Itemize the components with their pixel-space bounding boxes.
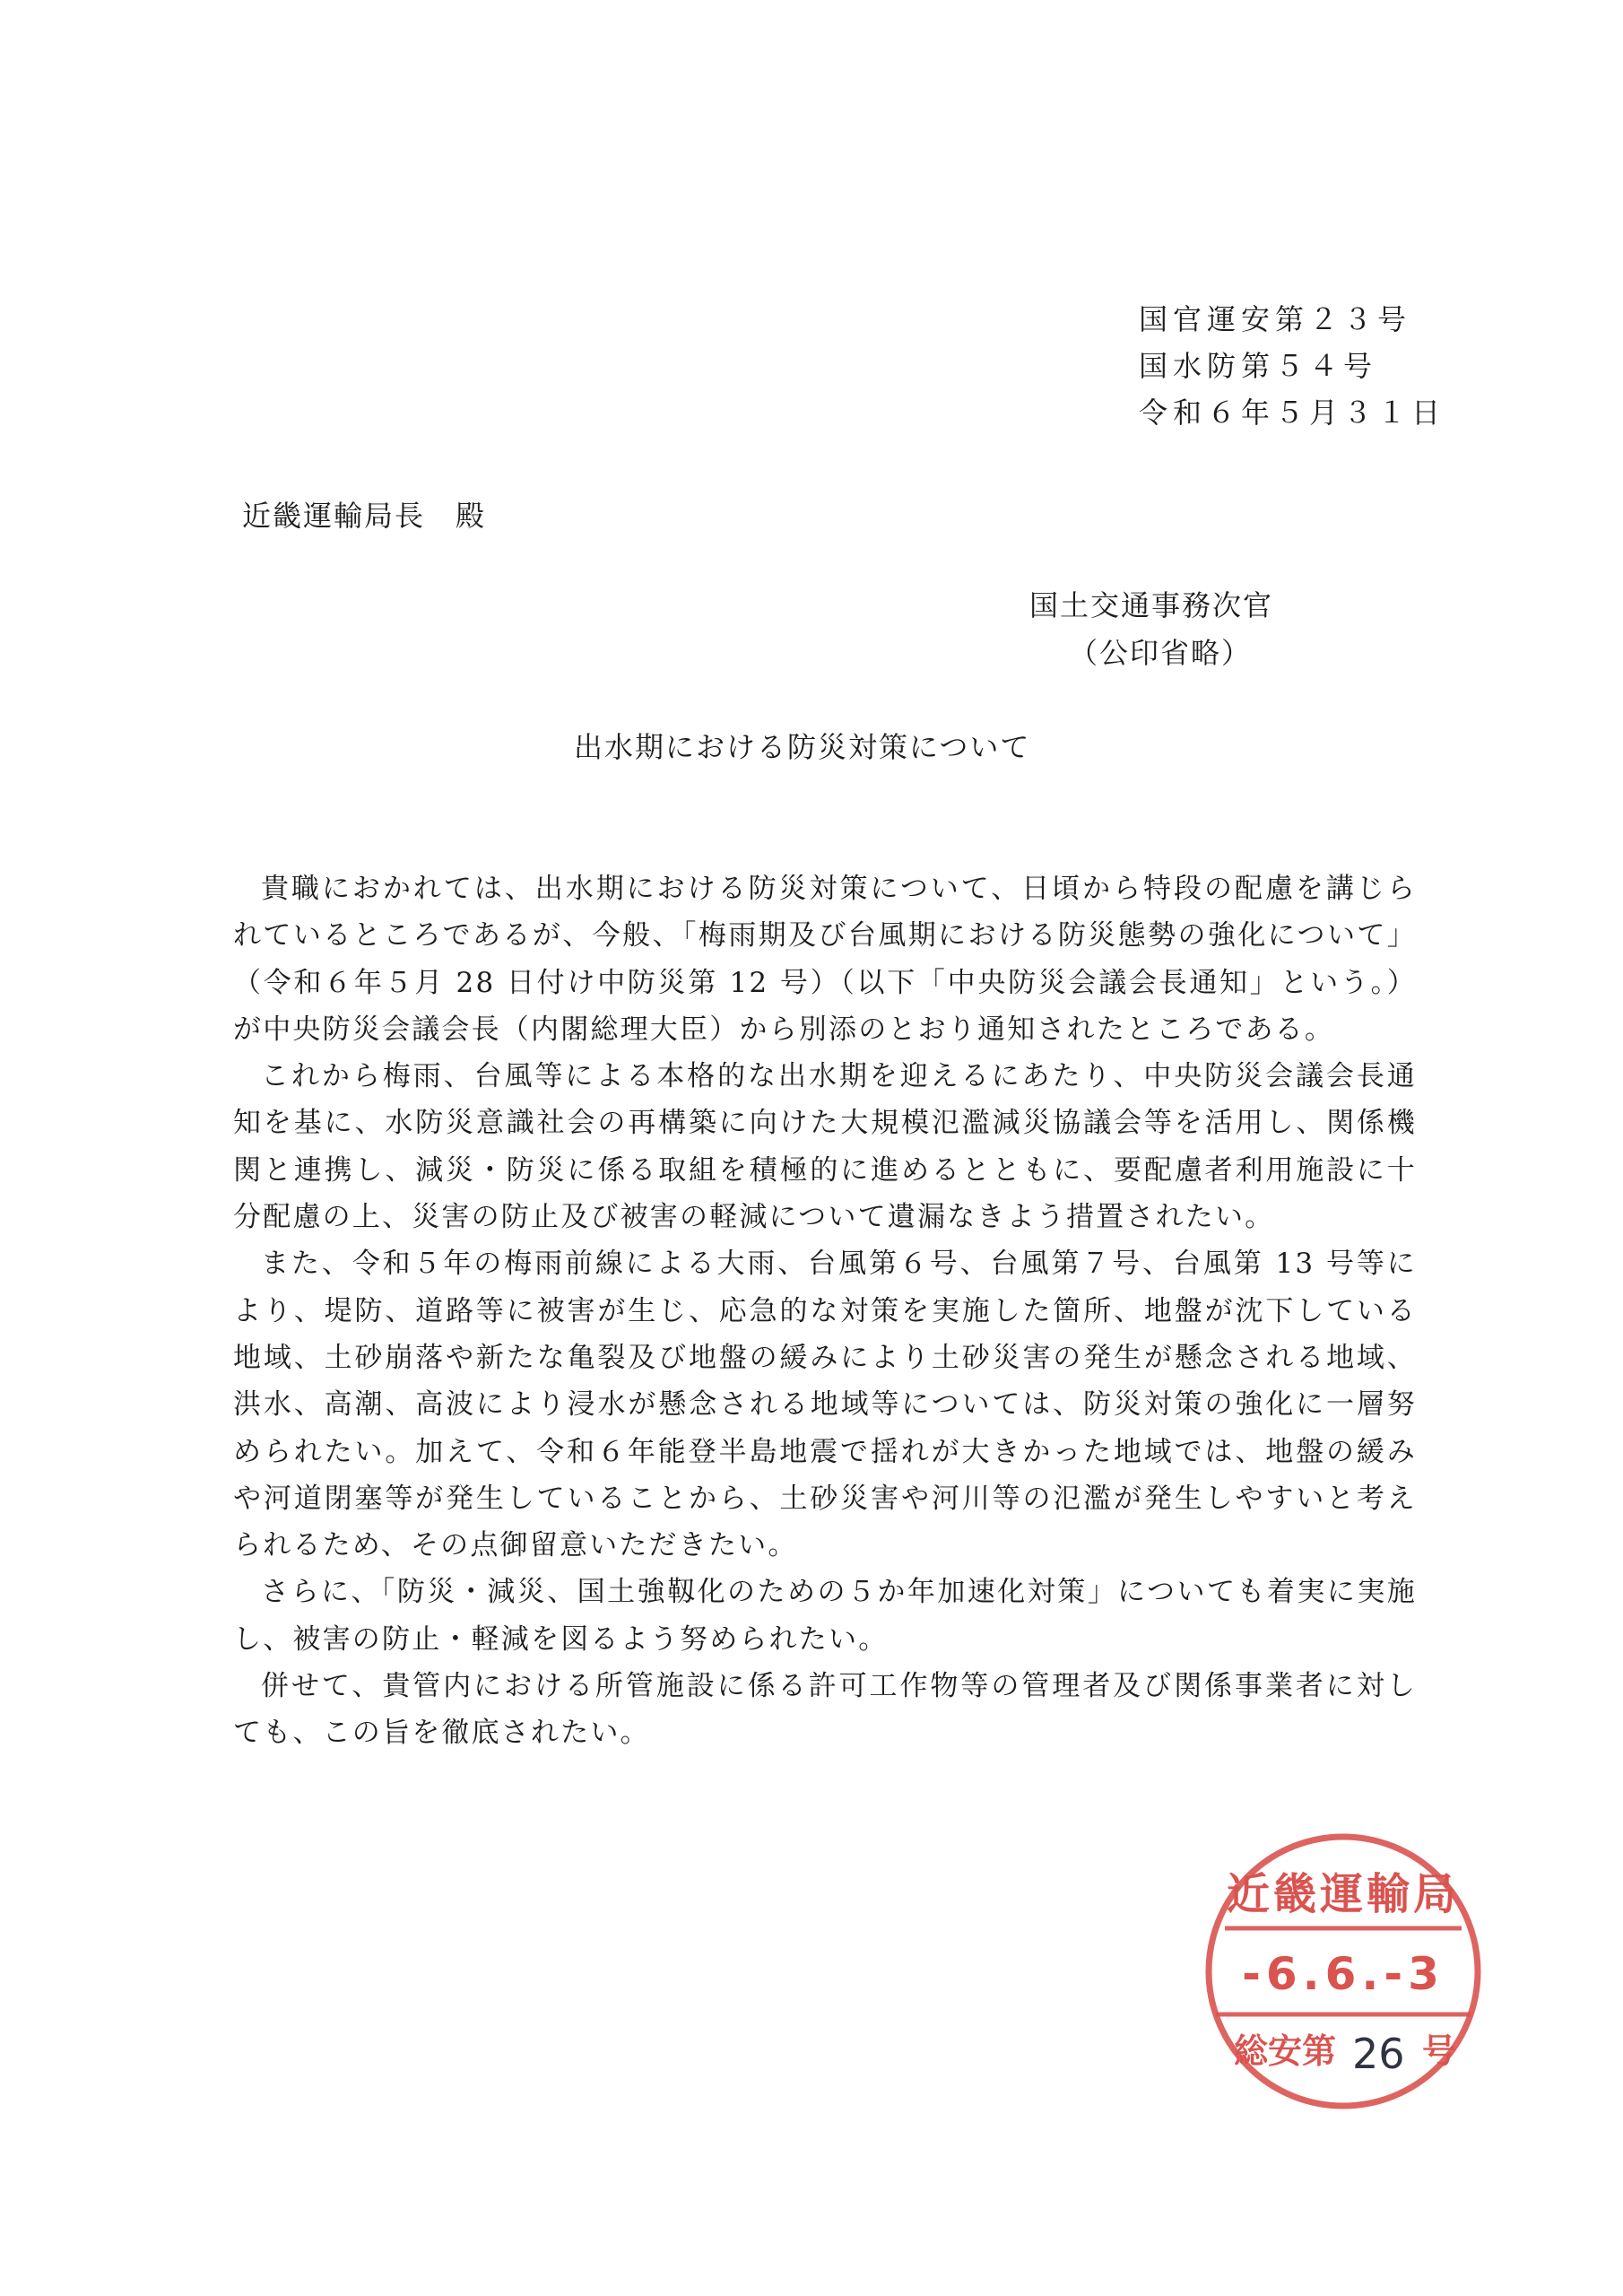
stamp-date: -6.6.-3 [1242, 1948, 1445, 2000]
stamp-dept: 総安第 [1234, 2031, 1337, 2071]
document-number-block [1139, 296, 1444, 436]
stamp-suffix: 号 [1422, 2031, 1457, 2071]
document-date: 令和６年５月３１日 [1139, 396, 1446, 430]
body-text [233, 865, 1417, 1757]
subject-title: 出水期における防災対策について [574, 730, 1031, 764]
stamp-org: 近畿運輸局 [1226, 1869, 1461, 1919]
stamp-number: 26 [1352, 2030, 1405, 2078]
body-paragraph: 貴職におかれては、出水期における防災対策について、日頃から特段の配慮を講じられているところであるが、今般、「梅雨期及び台風期における防災態勢の強化について」（令和６年５月 28 日付け中防災第 12 号）（以下「中央防災会議会長通知」という。）が中央防災会議会長（内閣総理大臣）から別添のとおり通知されたところである。 [233, 873, 1417, 1046]
body-paragraph: これから梅雨、台風等による本格的な出水期を迎えるにあたり、中央防災会議会長通知を基に、水防災意識社会の再構築に向けた大規模氾濫減災協議会等を活用し、関係機関と連携し、減災・防災に係る取組を積極的に進めるとともに、要配慮者利用施設に十分配慮の上、災害の防止及び被害の軽減について遺漏なきよう措置されたい。 [233, 1060, 1417, 1234]
document-number-2: 国水防第５４号 [1139, 349, 1378, 383]
receipt-stamp [1200, 1828, 1487, 2115]
recipient: 近畿運輸局長 殿 [242, 499, 487, 533]
body-paragraph: さらに、「防災・減災、国土強靱化のための５か年加速化対策」についても着実に実施し、被害の防止・軽減を図るよう努められたい。 [233, 1576, 1417, 1656]
body-paragraph: 併せて、貴管内における所管施設に係る許可工作物等の管理者及び関係事業者に対しても、この旨を徹底されたい。 [233, 1670, 1417, 1750]
seal-omitted-note: （公印省略） [1069, 636, 1253, 670]
sender: 国土交通事務次官 [1029, 588, 1274, 622]
document-number-1: 国官運安第２３号 [1139, 302, 1412, 336]
body-paragraph: また、令和５年の梅雨前線による大雨、台風第６号、台風第７号、台風第 13 号等により、堤防、道路等に被害が生じ、応急的な対策を実施した箇所、地盤が沈下している地域、土砂崩落や新たな亀裂及び地盤の緩みにより土砂災害の発生が懸念される地域、洪水、高潮、高波により浸水が懸念される地域等については、防災対策の強化に一層努められたい。加えて、令和６年能登半島地震で揺れが大きかった地域では、地盤の緩みや河道閉塞等が発生していることから、土砂災害や河川等の氾濫が発生しやすいと考えられるため、その点御留意いただきたい。 [233, 1248, 1417, 1562]
